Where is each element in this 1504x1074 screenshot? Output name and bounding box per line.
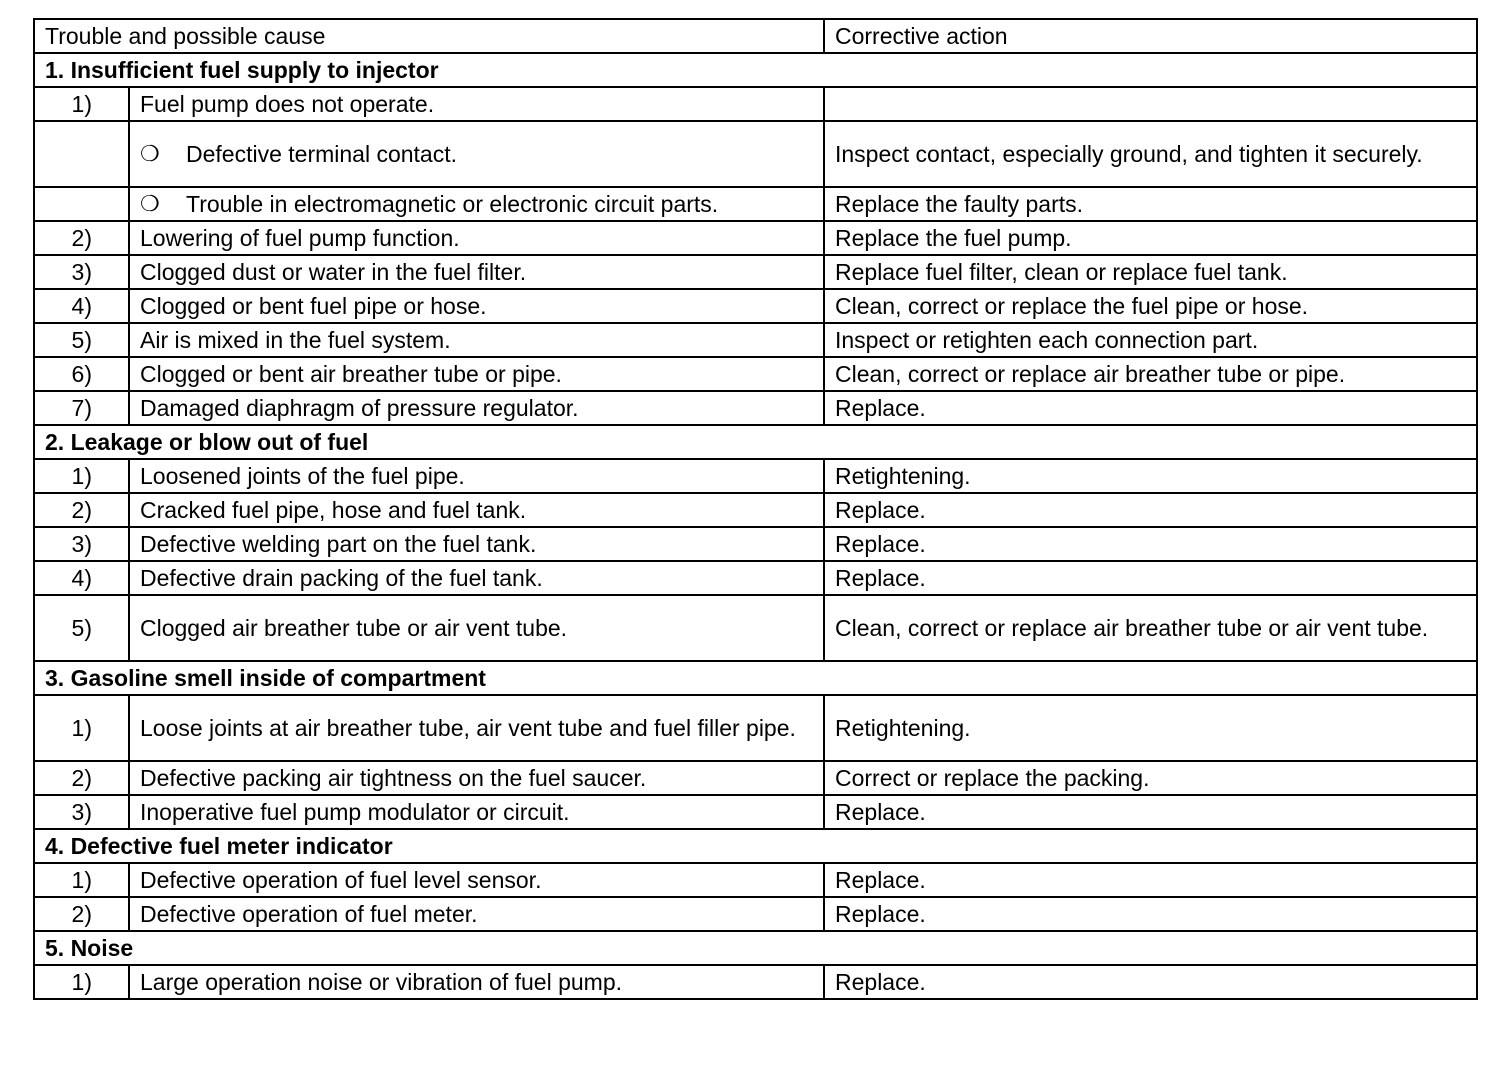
row-action: Clean, correct or replace the fuel pipe or hose. xyxy=(824,289,1477,323)
row-action: Replace. xyxy=(824,795,1477,829)
row-action: Inspect or retighten each connection part. xyxy=(824,323,1477,357)
row-number: 7) xyxy=(34,391,129,425)
row-action: Retightening. xyxy=(824,695,1477,761)
circle-bullet-icon: ❍ xyxy=(140,141,160,166)
row-action: Replace. xyxy=(824,897,1477,931)
row-action: Replace. xyxy=(824,493,1477,527)
row-cause: Lowering of fuel pump function. xyxy=(129,221,824,255)
row-number: 1) xyxy=(34,965,129,999)
row-number: 1) xyxy=(34,863,129,897)
row-cause: Defective welding part on the fuel tank. xyxy=(129,527,824,561)
row-number: 3) xyxy=(34,255,129,289)
section-row xyxy=(34,829,1477,863)
row-action: Replace the fuel pump. xyxy=(824,221,1477,255)
row-cause: Cracked fuel pipe, hose and fuel tank. xyxy=(129,493,824,527)
section-title: 5. Noise xyxy=(34,931,1477,965)
table-row xyxy=(34,695,1477,761)
row-number xyxy=(34,121,129,187)
row-action: Replace the faulty parts. xyxy=(824,187,1477,221)
row-cause: Damaged diaphragm of pressure regulator. xyxy=(129,391,824,425)
row-action: Replace fuel filter, clean or replace fuel tank. xyxy=(824,255,1477,289)
table-row xyxy=(34,595,1477,661)
section-row xyxy=(34,931,1477,965)
row-number: 3) xyxy=(34,527,129,561)
table-row xyxy=(34,493,1477,527)
row-number: 5) xyxy=(34,595,129,661)
row-action: Replace. xyxy=(824,527,1477,561)
row-cause: Fuel pump does not operate. xyxy=(129,87,824,121)
header-action: Corrective action xyxy=(824,19,1477,53)
row-number: 3) xyxy=(34,795,129,829)
table-row xyxy=(34,795,1477,829)
row-cause: Defective operation of fuel level sensor. xyxy=(129,863,824,897)
section-title: 2. Leakage or blow out of fuel xyxy=(34,425,1477,459)
section-title: 1. Insufficient fuel supply to injector xyxy=(34,53,1477,87)
row-cause-bulleted xyxy=(129,187,824,221)
table-header-row xyxy=(34,19,1477,53)
row-cause: Defective terminal contact. xyxy=(186,141,458,167)
troubleshooting-table xyxy=(33,18,1478,1000)
table-row xyxy=(34,391,1477,425)
row-number: 2) xyxy=(34,221,129,255)
row-number: 1) xyxy=(34,87,129,121)
row-action: Replace. xyxy=(824,965,1477,999)
row-cause-bulleted xyxy=(129,121,824,187)
row-action: Retightening. xyxy=(824,459,1477,493)
row-action: Replace. xyxy=(824,863,1477,897)
row-cause: Loose joints at air breather tube, air vent tube and fuel filler pipe. xyxy=(129,695,824,761)
row-number: 2) xyxy=(34,493,129,527)
row-number: 4) xyxy=(34,289,129,323)
row-cause: Defective operation of fuel meter. xyxy=(129,897,824,931)
section-row xyxy=(34,53,1477,87)
row-cause: Loosened joints of the fuel pipe. xyxy=(129,459,824,493)
table-row xyxy=(34,897,1477,931)
row-number: 2) xyxy=(34,897,129,931)
circle-bullet-icon: ❍ xyxy=(140,191,160,216)
row-number xyxy=(34,187,129,221)
table-row xyxy=(34,187,1477,221)
section-title: 4. Defective fuel meter indicator xyxy=(34,829,1477,863)
row-cause: Large operation noise or vibration of fuel pump. xyxy=(129,965,824,999)
row-number: 2) xyxy=(34,761,129,795)
table-row xyxy=(34,289,1477,323)
table-row xyxy=(34,761,1477,795)
header-cause: Trouble and possible cause xyxy=(34,19,824,53)
row-action: Correct or replace the packing. xyxy=(824,761,1477,795)
table-row xyxy=(34,527,1477,561)
section-title: 3. Gasoline smell inside of compartment xyxy=(34,661,1477,695)
row-cause: Clogged or bent fuel pipe or hose. xyxy=(129,289,824,323)
row-action: Clean, correct or replace air breather tube or air vent tube. xyxy=(824,595,1477,661)
row-action: Replace. xyxy=(824,391,1477,425)
table-row xyxy=(34,863,1477,897)
row-number: 6) xyxy=(34,357,129,391)
row-cause: Clogged or bent air breather tube or pipe. xyxy=(129,357,824,391)
troubleshooting-table-page xyxy=(33,18,1476,1000)
table-row xyxy=(34,87,1477,121)
table-row xyxy=(34,255,1477,289)
row-cause: Inoperative fuel pump modulator or circuit. xyxy=(129,795,824,829)
row-action: Clean, correct or replace air breather tube or pipe. xyxy=(824,357,1477,391)
row-cause: Trouble in electromagnetic or electronic circuit parts. xyxy=(186,191,719,217)
row-action xyxy=(824,87,1477,121)
row-cause: Defective drain packing of the fuel tank. xyxy=(129,561,824,595)
row-cause: Air is mixed in the fuel system. xyxy=(129,323,824,357)
section-row xyxy=(34,425,1477,459)
row-number: 1) xyxy=(34,695,129,761)
row-action: Inspect contact, especially ground, and tighten it securely. xyxy=(824,121,1477,187)
row-cause: Clogged air breather tube or air vent tube. xyxy=(129,595,824,661)
row-cause: Defective packing air tightness on the fuel saucer. xyxy=(129,761,824,795)
section-row xyxy=(34,661,1477,695)
row-number: 4) xyxy=(34,561,129,595)
row-number: 1) xyxy=(34,459,129,493)
table-row xyxy=(34,561,1477,595)
table-row xyxy=(34,221,1477,255)
table-row xyxy=(34,357,1477,391)
row-cause: Clogged dust or water in the fuel filter. xyxy=(129,255,824,289)
table-row xyxy=(34,965,1477,999)
table-row xyxy=(34,323,1477,357)
row-action: Replace. xyxy=(824,561,1477,595)
table-row xyxy=(34,459,1477,493)
table-row xyxy=(34,121,1477,187)
row-number: 5) xyxy=(34,323,129,357)
